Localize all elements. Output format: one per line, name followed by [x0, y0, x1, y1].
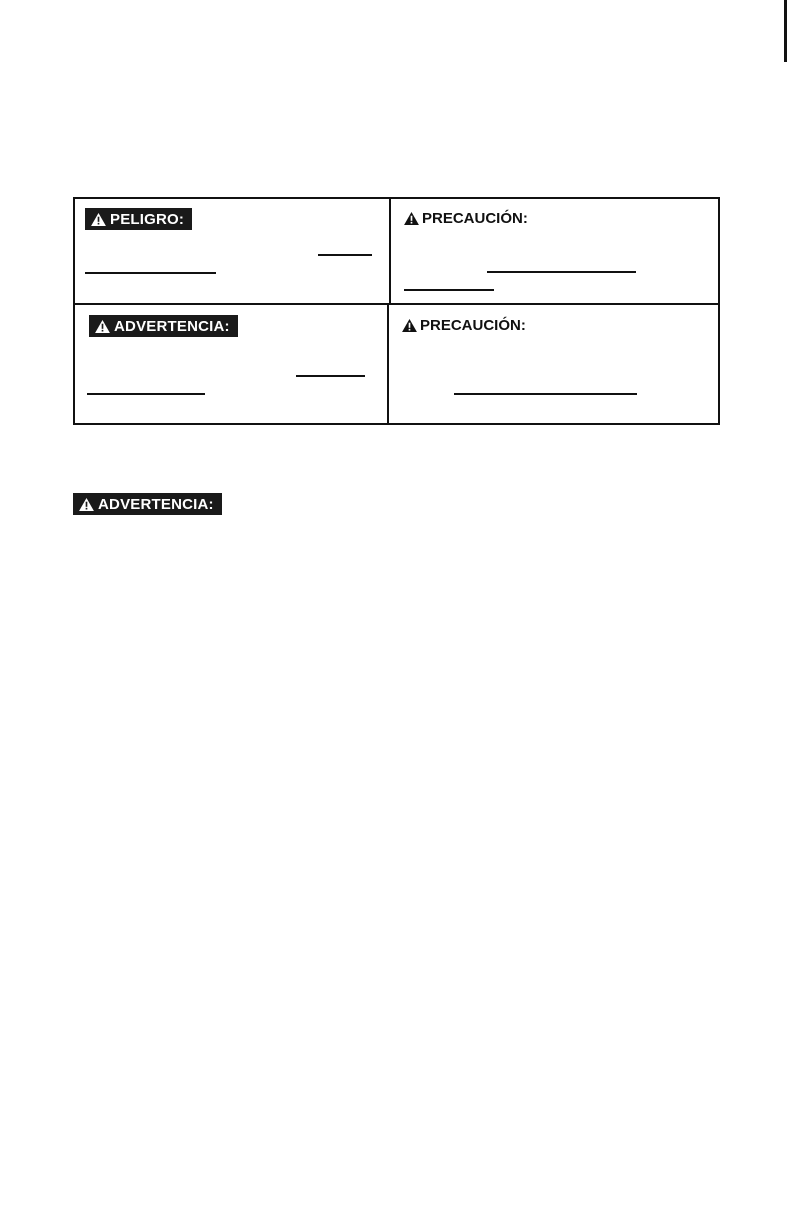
warning-triangle-icon — [404, 212, 419, 225]
warning-triangle-icon — [91, 213, 106, 226]
underline-rule — [454, 393, 637, 395]
page-edge-mark — [784, 0, 787, 62]
underline-rule — [404, 289, 494, 291]
signal-word-table — [73, 197, 720, 425]
advertencia-label-2 — [73, 493, 222, 515]
precaucion-label-1 — [404, 207, 528, 229]
underline-rule — [85, 272, 216, 274]
warning-triangle-icon — [95, 320, 110, 333]
warning-triangle-icon — [402, 319, 417, 332]
advertencia-label-1 — [89, 315, 238, 337]
precaucion-label-1-text: PRECAUCIÓN: — [422, 209, 528, 227]
underline-rule — [487, 271, 636, 273]
underline-rule — [318, 254, 372, 256]
cell-advertencia — [75, 305, 387, 425]
precaucion-label-2-text: PRECAUCIÓN: — [420, 316, 526, 334]
peligro-label — [85, 208, 192, 230]
underline-rule — [87, 393, 205, 395]
peligro-label-text: PELIGRO: — [110, 210, 185, 228]
cell-peligro — [75, 199, 389, 303]
underline-rule — [296, 375, 365, 377]
cell-precaucion-2 — [389, 305, 720, 425]
precaucion-label-2 — [402, 314, 526, 336]
advertencia-label-1-text: ADVERTENCIA: — [114, 317, 230, 335]
advertencia-label-2-text: ADVERTENCIA: — [98, 495, 214, 513]
warning-triangle-icon — [79, 498, 94, 511]
cell-precaucion-1 — [391, 199, 720, 303]
